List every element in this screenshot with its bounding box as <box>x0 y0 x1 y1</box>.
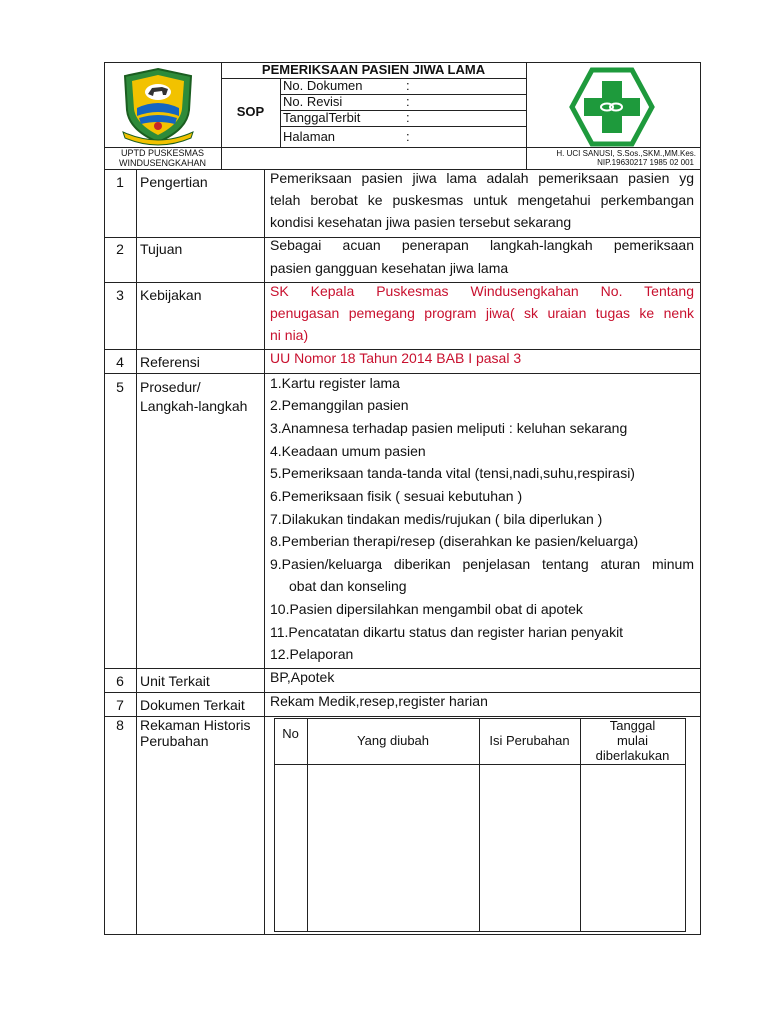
history-header-changed: Yang diubah <box>356 733 430 748</box>
tujuan-line-1: Sebagai acuan penerapan langkah-langkah pemeriksaan <box>270 237 694 253</box>
history-head-bottom <box>274 764 686 765</box>
history-bottom <box>274 931 686 932</box>
row-number-4: 4 <box>116 354 124 370</box>
step-item-continued: obat dan konseling <box>289 578 407 594</box>
row-label-pengertian: Pengertian <box>140 174 208 190</box>
unit-terkait-value: BP,Apotek <box>270 669 335 685</box>
field-value-document-no: : <box>406 78 410 93</box>
field-label-page: Halaman <box>283 129 336 144</box>
row-label-prosedur: Prosedur/ <box>140 379 201 395</box>
history-header-date-3: diberlakukan <box>595 748 670 763</box>
field-value-revision-no: : <box>406 94 410 109</box>
row-label-kebijakan: Kebijakan <box>140 287 202 303</box>
row-number-3: 3 <box>116 287 124 303</box>
step-item: 1.Kartu register lama <box>270 375 400 391</box>
step-item: 6.Pemeriksaan fisik ( sesuai kebutuhan ) <box>270 488 523 504</box>
field-value-issue-date: : <box>406 110 410 125</box>
step-item: 10.Pasien dipersilahkan mengambil obat di apotek <box>270 601 583 617</box>
step-item: 11.Pencatatan dikartu status dan register harian penyakit <box>270 624 624 640</box>
row-divider-4 <box>104 373 701 374</box>
document-title: PEMERIKSAAN PASIEN JIWA LAMA <box>261 62 486 77</box>
kebijakan-line-1: SK Kepala Puskesmas Windusengkahan No. Tentang <box>270 283 694 299</box>
pengertian-line-3: kondisi kesehatan jiwa pasien tersebut sekarang <box>270 214 572 230</box>
row-number-5: 5 <box>116 379 124 395</box>
kebijakan-line-2: penugasan pemegang program jiwa( sk uraian tugas ke nenk <box>270 305 694 321</box>
dokumen-terkait-value: Rekam Medik,resep,register harian <box>270 693 488 709</box>
step-item: 3.Anamnesa terhadap pasien meliputi : keluhan sekarang <box>270 420 628 436</box>
header-col-2 <box>280 78 281 147</box>
history-col-4 <box>685 718 686 931</box>
body-col-1 <box>136 169 137 934</box>
signer-nip: NIP.19630217 1985 02 001 <box>597 158 694 167</box>
pengertian-line-1: Pemeriksaan pasien jiwa lama adalah pemeriksaan pasien yg <box>270 170 694 186</box>
step-item: 9.Pasien/keluarga diberikan penjelasan tentang aturan minum <box>270 556 694 572</box>
history-header-date-2: mulai <box>616 733 649 748</box>
row-label-unit-terkait: Unit Terkait <box>140 673 210 689</box>
row-label-langkah: Langkah-langkah <box>140 398 248 414</box>
row-number-2: 2 <box>116 241 124 257</box>
step-item: 2.Pemanggilan pasien <box>270 397 409 413</box>
row-number-8: 8 <box>116 717 124 733</box>
row-number-6: 6 <box>116 673 124 689</box>
field-value-page: : <box>406 129 410 144</box>
border-left <box>104 62 105 935</box>
row-number-7: 7 <box>116 697 124 713</box>
tujuan-line-2: pasien gangguan kesehatan jiwa lama <box>270 260 509 276</box>
field-label-revision-no: No. Revisi <box>283 94 343 109</box>
history-header-content: Isi Perubahan <box>489 733 570 748</box>
row-label-rekaman-historis: Rekaman Historis <box>140 717 251 733</box>
border-right <box>700 62 701 935</box>
border-bottom <box>104 934 701 935</box>
field-divider-3 <box>280 126 526 127</box>
history-header-no: No <box>282 726 299 741</box>
field-label-issue-date: TanggalTerbit <box>283 110 361 125</box>
history-header-date-1: Tanggal <box>609 718 656 733</box>
step-item: 4.Keadaan umum pasien <box>270 443 426 459</box>
body-col-2 <box>264 169 265 934</box>
referensi-line-1: UU Nomor 18 Tahun 2014 BAB I pasal 3 <box>270 350 522 366</box>
row-label-perubahan: Perubahan <box>140 733 209 749</box>
row-label-dokumen-terkait: Dokumen Terkait <box>140 697 245 713</box>
pengertian-line-2: telah berobat ke puskesmas untuk mengetahui perkembangan <box>270 192 694 208</box>
field-label-document-no: No. Dokumen <box>283 78 363 93</box>
step-item: 8.Pemberian therapi/resep (diserahkan ke pasien/keluarga) <box>270 533 639 549</box>
row-label-tujuan: Tujuan <box>140 241 183 257</box>
row-label-referensi: Referensi <box>140 354 200 370</box>
regional-emblem-icon <box>117 66 199 146</box>
puskesmas-logo-icon <box>569 67 655 147</box>
history-col-2 <box>479 718 480 931</box>
step-item: 12.Pelaporan <box>270 646 354 662</box>
sop-label: SOP <box>236 104 265 119</box>
org-line-2: WINDUSENGKAHAN <box>118 158 206 168</box>
title-divider <box>221 78 526 79</box>
kebijakan-line-3: ni nia) <box>270 327 309 343</box>
row-number-1: 1 <box>116 174 124 190</box>
step-item: 7.Dilakukan tindakan medis/rujukan ( bila diperlukan ) <box>270 511 603 527</box>
step-item: 5.Pemeriksaan tanda-tanda vital (tensi,nadi,suhu,respirasi) <box>270 465 635 481</box>
history-col-0 <box>274 718 275 931</box>
history-col-1 <box>307 718 308 931</box>
org-line-1: UPTD PUSKESMAS <box>120 148 205 158</box>
signer-name: H. UCI SANUSI, S.Sos.,SKM.,MM.Kes. <box>556 149 696 158</box>
row-divider-5 <box>104 668 701 669</box>
